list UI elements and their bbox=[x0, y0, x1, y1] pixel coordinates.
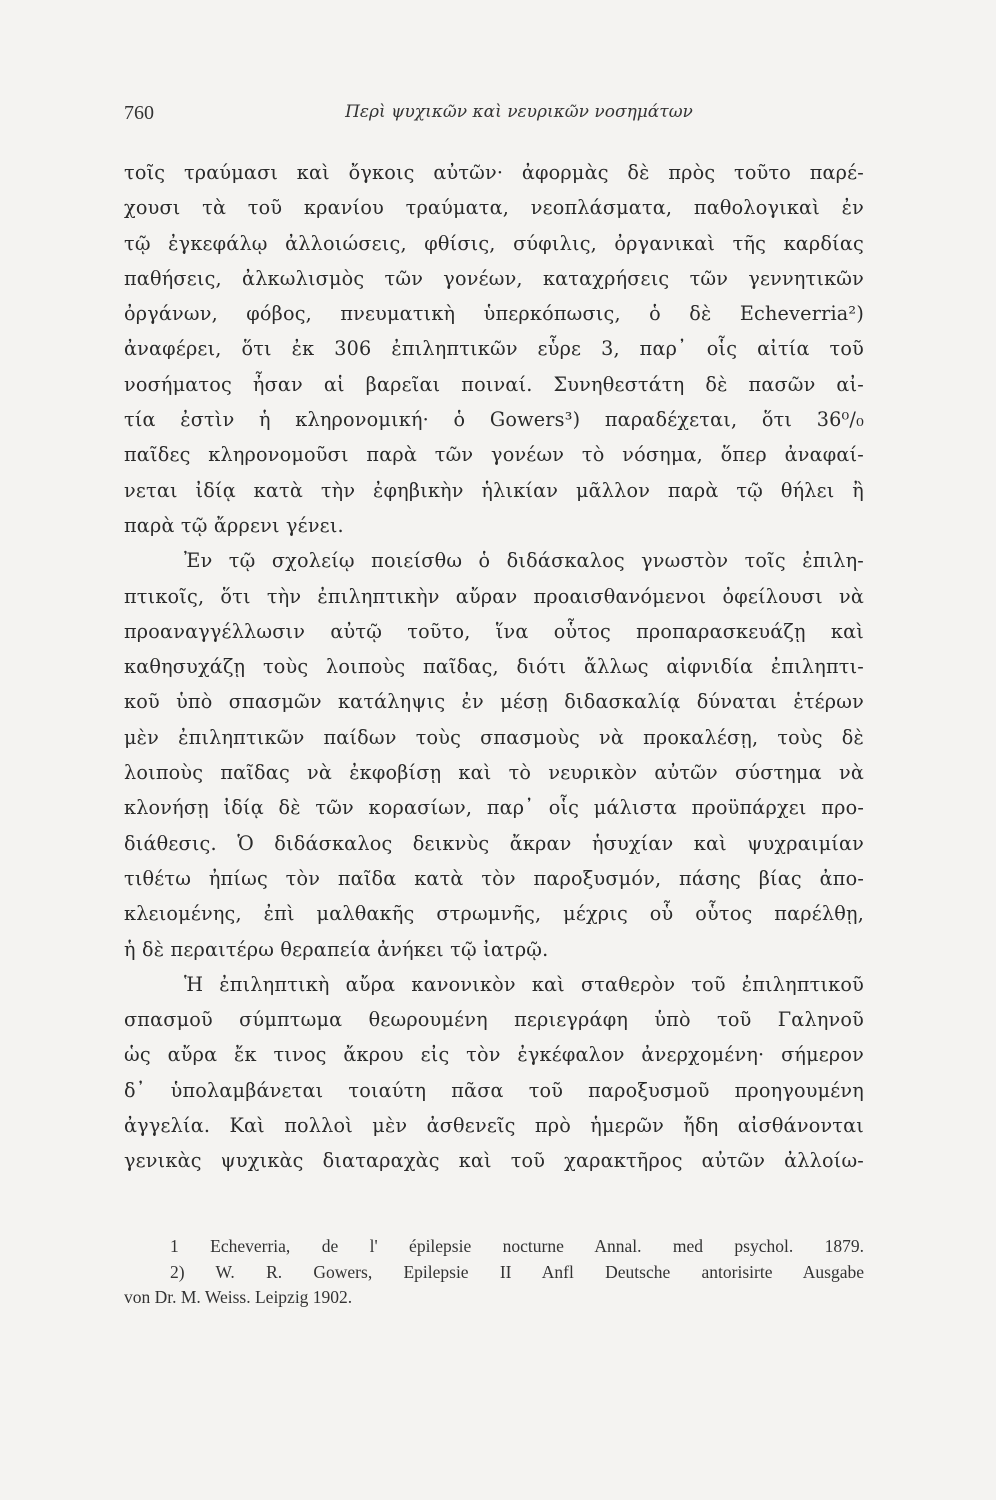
text-line: παθήσεις, ἀλκωλισμὸς τῶν γονέων, καταχρήσεις τῶν γεννητικῶν bbox=[124, 266, 864, 290]
text-line: νεται ἰδίᾳ κατὰ τὴν ἐφηβικὴν ἡλικίαν μᾶλλον παρὰ τῷ θήλει ἢ bbox=[124, 478, 864, 502]
running-title: Περὶ ψυχικῶν καὶ νευρικῶν νοσημάτων bbox=[345, 102, 693, 122]
text-line: νοσήματος ἦσαν αἱ βαρεῖαι ποιναί. Συνηθεστάτη δὲ πασῶν αἰ- bbox=[124, 372, 864, 396]
text-line: τία ἐστὶν ἡ κληρονομική· ὁ Gowers³) παραδέχεται, ὅτι 36⁰/₀ bbox=[124, 408, 864, 432]
text-line: τιθέτω ἠπίως τὸν παῖδα κατὰ τὸν παροξυσμόν, πάσης βίας ἀπο- bbox=[124, 866, 864, 890]
text-line: κλειομένης, ἐπὶ μαλθακῆς στρωμνῆς, μέχρις οὗ οὗτος παρέλθῃ, bbox=[124, 902, 864, 926]
text-line: σπασμοῦ σύμπτωμα θεωρουμένη περιεγράφη ὑπὸ τοῦ Γαληνοῦ bbox=[124, 1008, 864, 1032]
text-line: γενικὰς ψυχικὰς διαταραχὰς καὶ τοῦ χαρακτῆρος αὐτῶν ἀλλοίω- bbox=[124, 1149, 864, 1173]
text-line: ὀργάνων, φόβος, πνευματικὴ ὑπερκόπωσις, ὁ δὲ Echeverria²) bbox=[124, 302, 864, 326]
text-line: κοῦ ὑπὸ σπασμῶν κατάληψις ἐν μέσῃ διδασκαλίᾳ δύναται ἑτέρων bbox=[124, 690, 864, 714]
text-line: δ᾽ ὑπολαμβάνεται τοιαύτη πᾶσα τοῦ παροξυσμοῦ προηγουμένη bbox=[124, 1078, 864, 1102]
text-line: Ἡ ἐπιληπτικὴ αὔρα κανονικὸν καὶ σταθερὸν τοῦ ἐπιληπτικοῦ bbox=[184, 972, 864, 996]
text-line: παῖδες κληρονομοῦσι παρὰ τῶν γονέων τὸ νόσημα, ὅπερ ἀναφαί- bbox=[124, 443, 864, 467]
text-line: διάθεσις. Ὁ διδάσκαλος δεικνὺς ἄκραν ἡσυχίαν καὶ ψυχραιμίαν bbox=[124, 831, 864, 855]
text-line: μὲν ἐπιληπτικῶν παίδων τοὺς σπασμοὺς νὰ προκαλέσῃ, τοὺς δὲ bbox=[124, 725, 864, 749]
footnote-line: von Dr. M. Weiss. Leipzig 1902. bbox=[124, 1287, 353, 1307]
text-line: καθησυχάζῃ τοὺς λοιποὺς παῖδας, διότι ἄλλως αἰφνιδία ἐπιληπτι- bbox=[124, 655, 864, 679]
text-line: Ἐν τῷ σχολείῳ ποιείσθω ὁ διδάσκαλος γνωστὸν τοῖς ἐπιλη- bbox=[184, 549, 864, 573]
text-line: παρὰ τῷ ἄρρενι γένει. bbox=[124, 513, 344, 537]
footnotes bbox=[124, 1234, 864, 1311]
text-line: ἀναφέρει, ὅτι ἐκ 306 ἐπιληπτικῶν εὗρε 3, παρ᾽ οἷς αἰτία τοῦ bbox=[124, 337, 864, 361]
body-text bbox=[124, 155, 864, 1179]
text-line: προαναγγέλλωσιν αὐτῷ τοῦτο, ἵνα οὗτος προπαρασκευάζῃ καὶ bbox=[124, 619, 864, 643]
text-line: τῷ ἐγκεφάλῳ ἀλλοιώσεις, φθίσις, σύφιλις, ὀργανικαὶ τῆς καρδίας bbox=[124, 231, 864, 255]
text-line: ἀγγελία. Καὶ πολλοὶ μὲν ἀσθενεῖς πρὸ ἡμερῶν ἤδη αἰσθάνονται bbox=[124, 1114, 864, 1138]
footnote-line: 1 Echeverria, de l' épilepsie nocturne Annal. med psychol. 1879. bbox=[170, 1236, 864, 1256]
text-line: ἡ δὲ περαιτέρω θεραπεία ἀνήκει τῷ ἰατρῷ. bbox=[124, 937, 549, 961]
text-line: πτικοῖς, ὅτι τὴν ἐπιληπτικὴν αὔραν προαισθανόμενοι ὀφείλουσι νὰ bbox=[124, 584, 864, 608]
text-line: τοῖς τραύμασι καὶ ὄγκοις αὐτῶν· ἀφορμὰς δὲ πρὸς τοῦτο παρέ- bbox=[124, 161, 864, 184]
text-line: λοιποὺς παῖδας νὰ ἐκφοβίσῃ καὶ τὸ νευρικὸν αὐτῶν σύστημα νὰ bbox=[124, 761, 864, 785]
footnote-line: 2) W. R. Gowers, Epilepsie II Anfl Deutsche antorisirte Ausgabe bbox=[170, 1261, 864, 1282]
text-line: κλονήσῃ ἰδίᾳ δὲ τῶν κορασίων, παρ᾽ οἷς μάλιστα προϋπάρχει προ- bbox=[124, 796, 864, 820]
page-number: 760 bbox=[124, 102, 154, 124]
text-line: ὡς αὔρα ἔκ τινος ἄκρου εἰς τὸν ἐγκέφαλον ἀνερχομένη· σήμερον bbox=[124, 1043, 864, 1067]
page-header bbox=[124, 102, 864, 132]
text-line: χουσι τὰ τοῦ κρανίου τραύματα, νεοπλάσματα, παθολογικαὶ ἐν bbox=[124, 196, 864, 220]
